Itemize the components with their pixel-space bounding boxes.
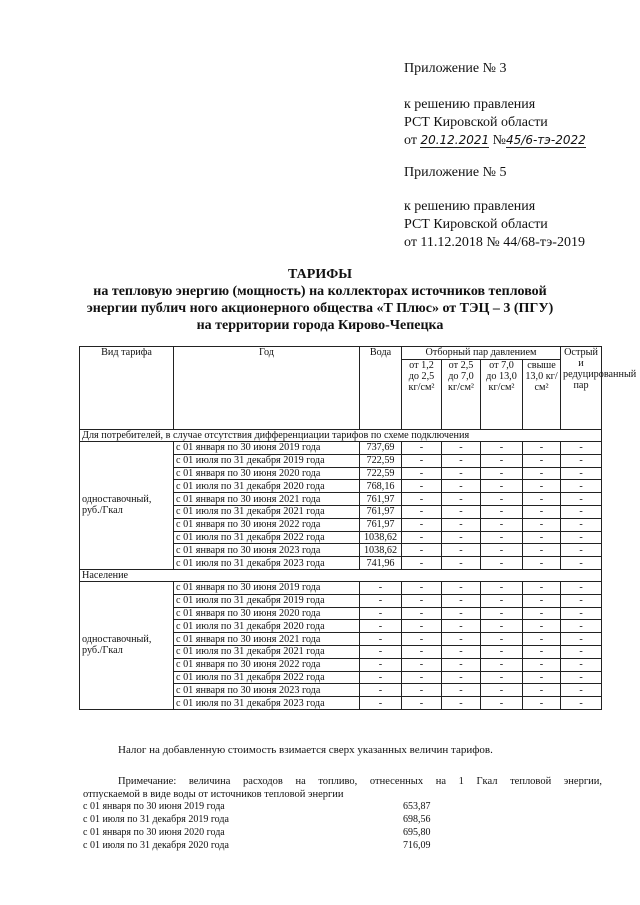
steam-tariff-cell: - [523, 518, 561, 531]
water-tariff-cell: 722,59 [360, 467, 402, 480]
period-cell: с 01 января по 30 июня 2022 года [174, 518, 360, 531]
period-cell: с 01 июля по 31 декабря 2023 года [174, 557, 360, 570]
vat-note: Налог на добавленную стоимость взимается сверх указанных величин тарифов. [118, 744, 493, 756]
decision-line-1: к решению правления [404, 97, 536, 112]
rst-line-2: РСТ Кировской области [404, 217, 548, 232]
period-cell: с 01 июля по 31 декабря 2020 года [174, 480, 360, 493]
fuel-cost-item [83, 813, 431, 826]
steam-tariff-cell: - [402, 645, 442, 658]
steam-tariff-cell: - [481, 518, 523, 531]
steam-tariff-cell: - [523, 645, 561, 658]
water-tariff-cell: - [360, 658, 402, 671]
steam-tariff-cell: - [561, 633, 602, 646]
steam-tariff-cell: - [481, 493, 523, 506]
col-header-p3: от 7,0 до 13,0 кг/см² [481, 360, 523, 430]
fuel-cost-list [83, 800, 431, 852]
steam-tariff-cell: - [481, 442, 523, 455]
period-cell: с 01 января по 30 июня 2020 года [174, 467, 360, 480]
steam-tariff-cell: - [402, 505, 442, 518]
steam-tariff-cell: - [561, 467, 602, 480]
period-cell: с 01 июля по 31 декабря 2021 года [174, 645, 360, 658]
ot-prefix: от [404, 133, 417, 148]
handwritten-date: 20.12.2021 [420, 133, 490, 147]
steam-tariff-cell: - [481, 620, 523, 633]
steam-tariff-cell: - [561, 581, 602, 594]
water-tariff-cell: 741,96 [360, 557, 402, 570]
fuel-cost-value: 698,56 [403, 814, 431, 825]
steam-tariff-cell: - [402, 671, 442, 684]
steam-tariff-cell: - [481, 581, 523, 594]
steam-tariff-cell: - [402, 620, 442, 633]
steam-tariff-cell: - [402, 684, 442, 697]
steam-tariff-cell: - [481, 467, 523, 480]
steam-tariff-cell: - [442, 645, 481, 658]
water-tariff-cell: - [360, 633, 402, 646]
col-header-tariff-type: Вид тарифа [80, 347, 174, 430]
steam-tariff-cell: - [523, 620, 561, 633]
steam-tariff-cell: - [402, 518, 442, 531]
steam-tariff-cell: - [561, 493, 602, 506]
steam-tariff-cell: - [442, 442, 481, 455]
steam-tariff-cell: - [561, 544, 602, 557]
steam-tariff-cell: - [561, 607, 602, 620]
doc-subtitle-3: на территории города Кирово-Чепецка [196, 318, 444, 333]
steam-tariff-cell: - [402, 658, 442, 671]
steam-tariff-cell: - [442, 531, 481, 544]
steam-tariff-cell: - [402, 581, 442, 594]
fuel-cost-value: 653,87 [403, 801, 431, 812]
steam-tariff-cell: - [442, 544, 481, 557]
steam-tariff-cell: - [561, 442, 602, 455]
steam-tariff-cell: - [481, 557, 523, 570]
period-cell: с 01 июля по 31 декабря 2022 года [174, 671, 360, 684]
steam-tariff-cell: - [402, 442, 442, 455]
steam-tariff-cell: - [402, 493, 442, 506]
fuel-cost-period: с 01 июля по 31 декабря 2019 года [83, 814, 229, 825]
col-header-p2: от 2,5 до 7,0 кг/см² [442, 360, 481, 430]
fuel-cost-item [83, 839, 431, 852]
date-number-line-1 [404, 132, 586, 150]
steam-tariff-cell: - [481, 480, 523, 493]
steam-tariff-cell: - [561, 454, 602, 467]
tariff-table [79, 346, 637, 710]
steam-tariff-cell: - [561, 480, 602, 493]
period-cell: с 01 января по 30 июня 2020 года [174, 607, 360, 620]
steam-tariff-cell: - [442, 505, 481, 518]
col-header-sharp-steam: Острый и редуцированный пар [561, 347, 602, 430]
steam-tariff-cell: - [481, 697, 523, 710]
steam-tariff-cell: - [442, 594, 481, 607]
period-cell: с 01 января по 30 июня 2019 года [174, 442, 360, 455]
steam-tariff-cell: - [481, 658, 523, 671]
steam-tariff-cell: - [523, 442, 561, 455]
steam-tariff-cell: - [561, 671, 602, 684]
doc-subtitle-2: энергии публич ного акционерного общества «Т Плюс» от ТЭЦ – 3 (ПГУ) [86, 301, 554, 316]
water-tariff-cell: - [360, 620, 402, 633]
section-title-consumers: Для потребителей, в случае отсутствия дифференциации тарифов по схеме подключения [80, 430, 602, 442]
water-tariff-cell: - [360, 607, 402, 620]
fuel-note-line-2: отпускаемой в виде воды от источников тепловой энергии [83, 789, 344, 800]
period-cell: с 01 января по 30 июня 2023 года [174, 544, 360, 557]
steam-tariff-cell: - [442, 480, 481, 493]
appendix-5: Приложение № 5 [404, 165, 507, 180]
steam-tariff-cell: - [523, 633, 561, 646]
steam-tariff-cell: - [523, 658, 561, 671]
date-number-line-2: от 11.12.2018 № 44/68-тэ-2019 [404, 235, 585, 250]
steam-tariff-cell: - [561, 594, 602, 607]
water-tariff-cell: 761,97 [360, 505, 402, 518]
steam-tariff-cell: - [561, 645, 602, 658]
steam-tariff-cell: - [402, 480, 442, 493]
water-tariff-cell: 768,16 [360, 480, 402, 493]
steam-tariff-cell: - [561, 620, 602, 633]
steam-tariff-cell: - [523, 557, 561, 570]
doc-title: ТАРИФЫ [288, 267, 352, 282]
section-title-population: Население [80, 569, 602, 581]
steam-tariff-cell: - [481, 607, 523, 620]
steam-tariff-cell: - [442, 557, 481, 570]
tariff-type-label: одноставочный, руб./Гкал [80, 581, 174, 709]
period-cell: с 01 января по 30 июня 2022 года [174, 658, 360, 671]
handwritten-number: 45/6-тэ-2022 [506, 133, 586, 147]
steam-tariff-cell: - [523, 493, 561, 506]
table-row [80, 442, 602, 455]
steam-tariff-cell: - [523, 454, 561, 467]
decision-line-2: к решению правления [404, 199, 536, 214]
steam-tariff-cell: - [442, 467, 481, 480]
col-header-p4: свыше 13,0 кг/см² [523, 360, 561, 430]
col-header-steam: Отборный пар давлением [402, 347, 561, 360]
steam-tariff-cell: - [402, 531, 442, 544]
fuel-cost-item [83, 800, 431, 813]
rst-line-1: РСТ Кировской области [404, 115, 548, 130]
steam-tariff-cell: - [561, 557, 602, 570]
col-header-water: Вода [360, 347, 402, 430]
steam-tariff-cell: - [442, 620, 481, 633]
steam-tariff-cell: - [442, 671, 481, 684]
period-cell: с 01 июля по 31 декабря 2022 года [174, 531, 360, 544]
period-cell: с 01 июля по 31 декабря 2019 года [174, 594, 360, 607]
water-tariff-cell: - [360, 594, 402, 607]
steam-tariff-cell: - [442, 493, 481, 506]
water-tariff-cell: - [360, 581, 402, 594]
steam-tariff-cell: - [402, 594, 442, 607]
water-tariff-cell: 737,69 [360, 442, 402, 455]
period-cell: с 01 января по 30 июня 2023 года [174, 684, 360, 697]
water-tariff-cell: 1038,62 [360, 531, 402, 544]
steam-tariff-cell: - [481, 544, 523, 557]
steam-tariff-cell: - [481, 454, 523, 467]
steam-tariff-cell: - [561, 658, 602, 671]
header-row-1 [80, 347, 602, 360]
steam-tariff-cell: - [402, 697, 442, 710]
water-tariff-cell: 722,59 [360, 454, 402, 467]
fuel-cost-period: с 01 июля по 31 декабря 2020 года [83, 840, 229, 851]
period-cell: с 01 июля по 31 декабря 2021 года [174, 505, 360, 518]
steam-tariff-cell: - [523, 581, 561, 594]
steam-tariff-cell: - [442, 518, 481, 531]
steam-tariff-cell: - [561, 505, 602, 518]
period-cell: с 01 июля по 31 декабря 2019 года [174, 454, 360, 467]
steam-tariff-cell: - [523, 594, 561, 607]
water-tariff-cell: - [360, 671, 402, 684]
steam-tariff-cell: - [481, 684, 523, 697]
steam-tariff-cell: - [402, 607, 442, 620]
steam-tariff-cell: - [442, 697, 481, 710]
steam-tariff-cell: - [481, 594, 523, 607]
steam-tariff-cell: - [561, 531, 602, 544]
steam-tariff-cell: - [561, 518, 602, 531]
steam-tariff-cell: - [402, 544, 442, 557]
steam-tariff-cell: - [442, 581, 481, 594]
steam-tariff-cell: - [523, 531, 561, 544]
fuel-cost-value: 695,80 [403, 827, 431, 838]
water-tariff-cell: 1038,62 [360, 544, 402, 557]
fuel-cost-period: с 01 января по 30 июня 2020 года [83, 827, 225, 838]
fuel-note-line-1: Примечание: величина расходов на топливо, отнесенных на 1 Гкал тепловой энергии, [118, 776, 602, 787]
period-cell: с 01 июля по 31 декабря 2020 года [174, 620, 360, 633]
steam-tariff-cell: - [561, 684, 602, 697]
water-tariff-cell: - [360, 684, 402, 697]
steam-tariff-cell: - [561, 697, 602, 710]
period-cell: с 01 июля по 31 декабря 2023 года [174, 697, 360, 710]
table-row [80, 581, 602, 594]
steam-tariff-cell: - [523, 544, 561, 557]
steam-tariff-cell: - [481, 505, 523, 518]
water-tariff-cell: 761,97 [360, 518, 402, 531]
steam-tariff-cell: - [523, 505, 561, 518]
period-cell: с 01 января по 30 июня 2021 года [174, 633, 360, 646]
steam-tariff-cell: - [481, 633, 523, 646]
col-header-year: Год [174, 347, 360, 430]
period-cell: с 01 января по 30 июня 2021 года [174, 493, 360, 506]
steam-tariff-cell: - [523, 684, 561, 697]
steam-tariff-cell: - [442, 684, 481, 697]
steam-tariff-cell: - [402, 557, 442, 570]
steam-tariff-cell: - [442, 633, 481, 646]
appendix-3: Приложение № 3 [404, 61, 507, 76]
steam-tariff-cell: - [481, 645, 523, 658]
fuel-cost-value: 716,09 [403, 840, 431, 851]
steam-tariff-cell: - [523, 480, 561, 493]
steam-tariff-cell: - [481, 671, 523, 684]
steam-tariff-cell: - [442, 454, 481, 467]
water-tariff-cell: - [360, 697, 402, 710]
number-sign: № [492, 133, 507, 148]
water-tariff-cell: 761,97 [360, 493, 402, 506]
col-header-p1: от 1,2 до 2,5 кг/см² [402, 360, 442, 430]
steam-tariff-cell: - [402, 467, 442, 480]
steam-tariff-cell: - [523, 607, 561, 620]
steam-tariff-cell: - [402, 633, 442, 646]
steam-tariff-cell: - [442, 607, 481, 620]
fuel-cost-item [83, 826, 431, 839]
steam-tariff-cell: - [523, 467, 561, 480]
tariff-type-label: одноставочный, руб./Гкал [80, 442, 174, 570]
steam-tariff-cell: - [481, 531, 523, 544]
steam-tariff-cell: - [402, 454, 442, 467]
water-tariff-cell: - [360, 645, 402, 658]
fuel-cost-period: с 01 января по 30 июня 2019 года [83, 801, 225, 812]
period-cell: с 01 января по 30 июня 2019 года [174, 581, 360, 594]
doc-subtitle-1: на тепловую энергию (мощность) на коллекторах источников тепловой [93, 284, 547, 299]
steam-tariff-cell: - [523, 697, 561, 710]
steam-tariff-cell: - [442, 658, 481, 671]
steam-tariff-cell: - [523, 671, 561, 684]
